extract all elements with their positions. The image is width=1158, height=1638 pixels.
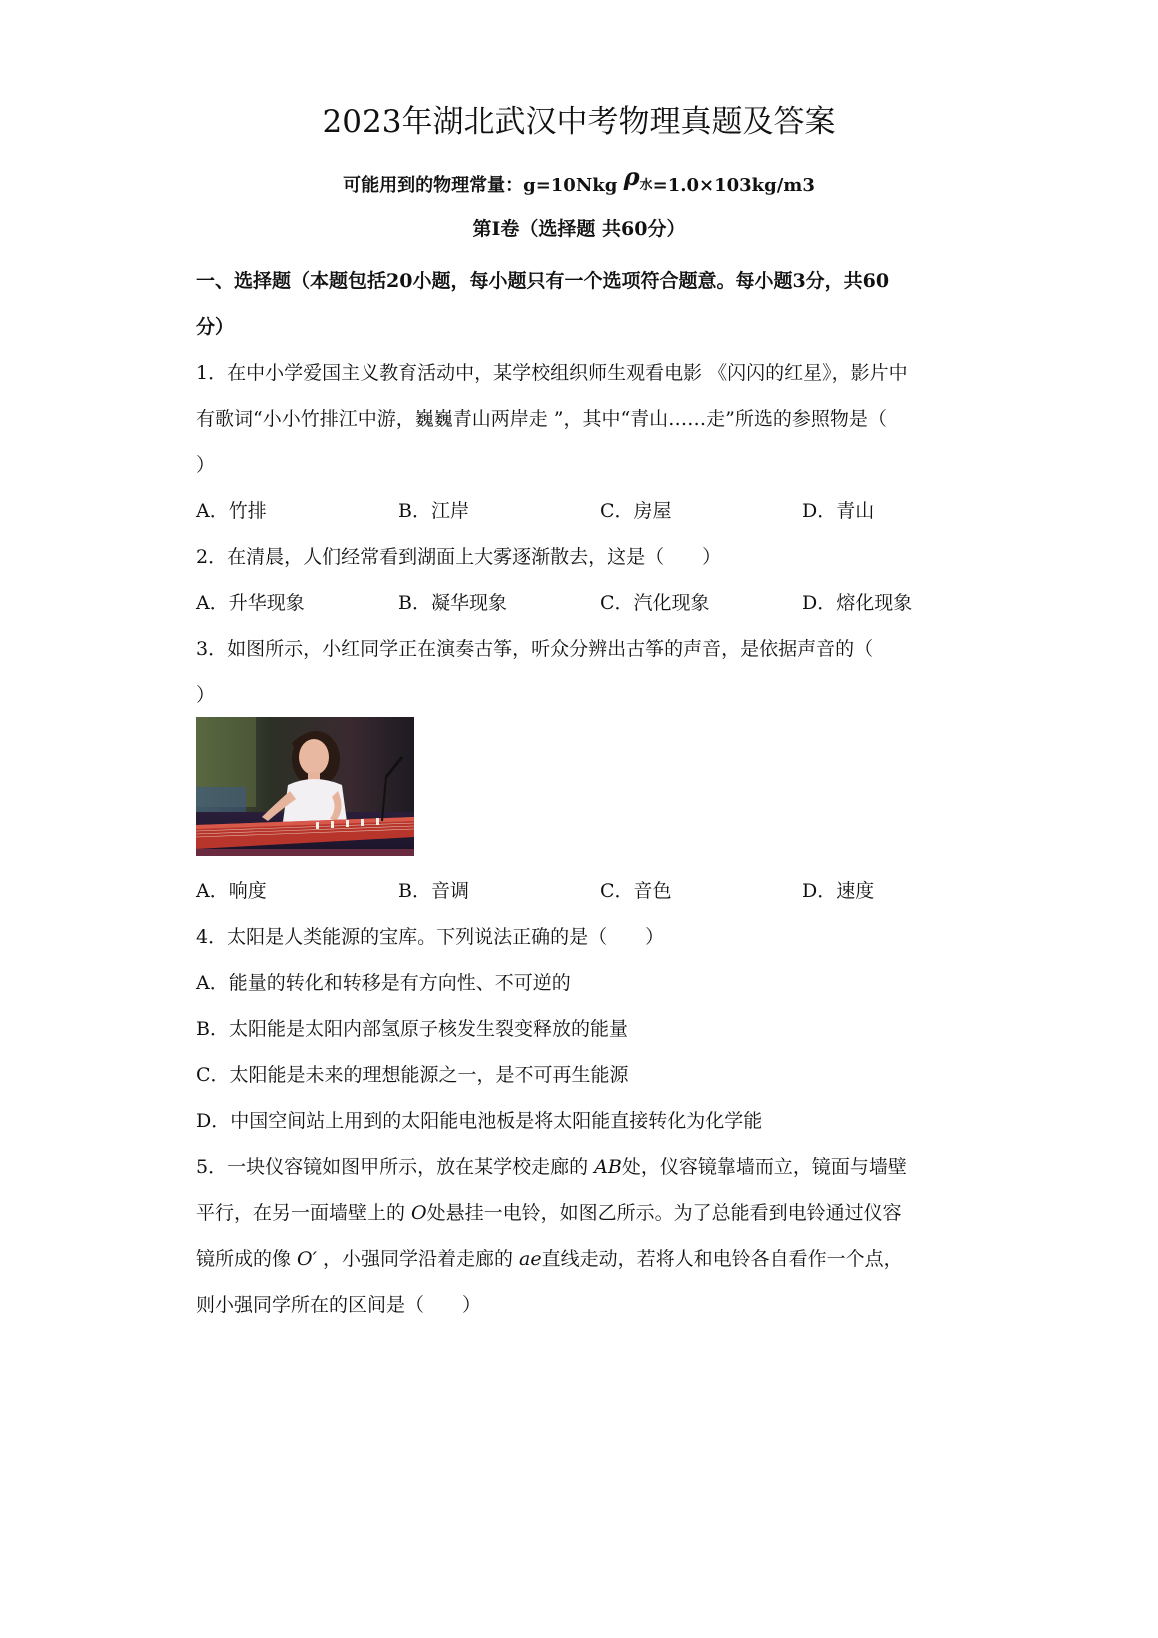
q2-option-a: A．升华现象 xyxy=(196,592,305,614)
q2-line1: 2．在清晨，人们经常看到湖面上大雾逐渐散去，这是（ ） xyxy=(196,546,722,568)
q4-line1: 4．太阳是人类能源的宝库。下列说法正确的是（ ） xyxy=(196,926,665,948)
q5-symbol-ae: ae xyxy=(519,1248,542,1270)
q4-option-d: D．中国空间站上用到的太阳能电池板是将太阳能直接转化为化学能 xyxy=(196,1110,763,1132)
q2-option-c: C．汽化现象 xyxy=(600,592,710,614)
q3-line2: ） xyxy=(196,684,216,706)
q1-line2: 有歌词“小小竹排江中游，巍巍青山两岸走 ”，其中“青山……走”所选的参照物是（ xyxy=(196,408,887,430)
q5-line1 xyxy=(196,1152,907,1179)
q4-option-c: C．太阳能是未来的理想能源之一，是不可再生能源 xyxy=(196,1064,629,1086)
q1-line1: 1．在中小学爱国主义教育活动中，某学校组织师生观看电影 《闪闪的红星》，影片中 xyxy=(196,362,908,384)
section-heading-line2: 分） xyxy=(196,316,235,338)
rho-subscript: 水 xyxy=(639,178,653,193)
q5-line3-a: 镜所成的像 xyxy=(196,1248,298,1270)
q5-line4: 则小强同学所在的区间是（ ） xyxy=(196,1294,482,1316)
q5-line1-c: 处，仪容镜靠墙而立，镜面与墙壁 xyxy=(621,1156,907,1178)
q5-line2-a: 平行，在另一面墙壁上的 xyxy=(196,1202,412,1224)
q3-option-d: D．速度 xyxy=(802,880,875,902)
page-title: 2023年湖北武汉中考物理真题及答案 xyxy=(322,104,836,140)
constant-g: g=10Nkg xyxy=(523,175,618,196)
q5-line3-c: ，小强同学沿着走廊的 xyxy=(316,1248,520,1270)
q5-line3-e: 直线走动，若将人和电铃各自看作一个点， xyxy=(541,1248,903,1270)
q1-option-b: B．江岸 xyxy=(398,500,469,522)
q3-option-a: A．响度 xyxy=(196,880,267,902)
rho-value: =1.0×103kg/m3 xyxy=(652,175,815,196)
q5-line2 xyxy=(196,1198,902,1225)
q5-line2-c: 处悬挂一电铃，如图乙所示。为了总能看到电铃通过仪容 xyxy=(426,1202,902,1224)
q2-option-d: D．熔化现象 xyxy=(802,592,913,614)
q2-option-b: B．凝华现象 xyxy=(398,592,507,614)
constants-label: 可能用到的物理常量： xyxy=(343,175,524,196)
constants-line xyxy=(0,162,1158,197)
q5-line3 xyxy=(196,1244,903,1271)
guzheng-player-photo xyxy=(196,717,414,856)
q5-line1-a: 5．一块仪容镜如图甲所示，放在某学校走廊的 xyxy=(196,1156,595,1178)
q4-option-b: B．太阳能是太阳内部氢原子核发生裂变释放的能量 xyxy=(196,1018,628,1040)
q4-option-a: A．能量的转化和转移是有方向性、不可逆的 xyxy=(196,972,571,994)
q3-option-b: B．音调 xyxy=(398,880,469,902)
q1-option-a: A．竹排 xyxy=(196,500,267,522)
volume-title: 第Ⅰ卷（选择题 共60分） xyxy=(472,218,686,240)
section-heading-line1: 一、选择题（本题包括20小题，每小题只有一个选项符合题意。每小题3分，共60 xyxy=(196,270,890,292)
rho-symbol: ρ xyxy=(623,162,640,191)
q3-line1: 3．如图所示，小红同学正在演奏古筝，听众分辨出古筝的声音，是依据声音的（ xyxy=(196,638,874,660)
q5-symbol-ab: AB xyxy=(594,1156,622,1178)
q1-line3: ） xyxy=(196,454,216,476)
q1-option-c: C．房屋 xyxy=(600,500,672,522)
q1-option-d: D．青山 xyxy=(802,500,875,522)
q3-option-c: C．音色 xyxy=(600,880,672,902)
q5-symbol-o-prime: O′ xyxy=(297,1248,317,1270)
q5-symbol-o: O xyxy=(411,1202,427,1224)
